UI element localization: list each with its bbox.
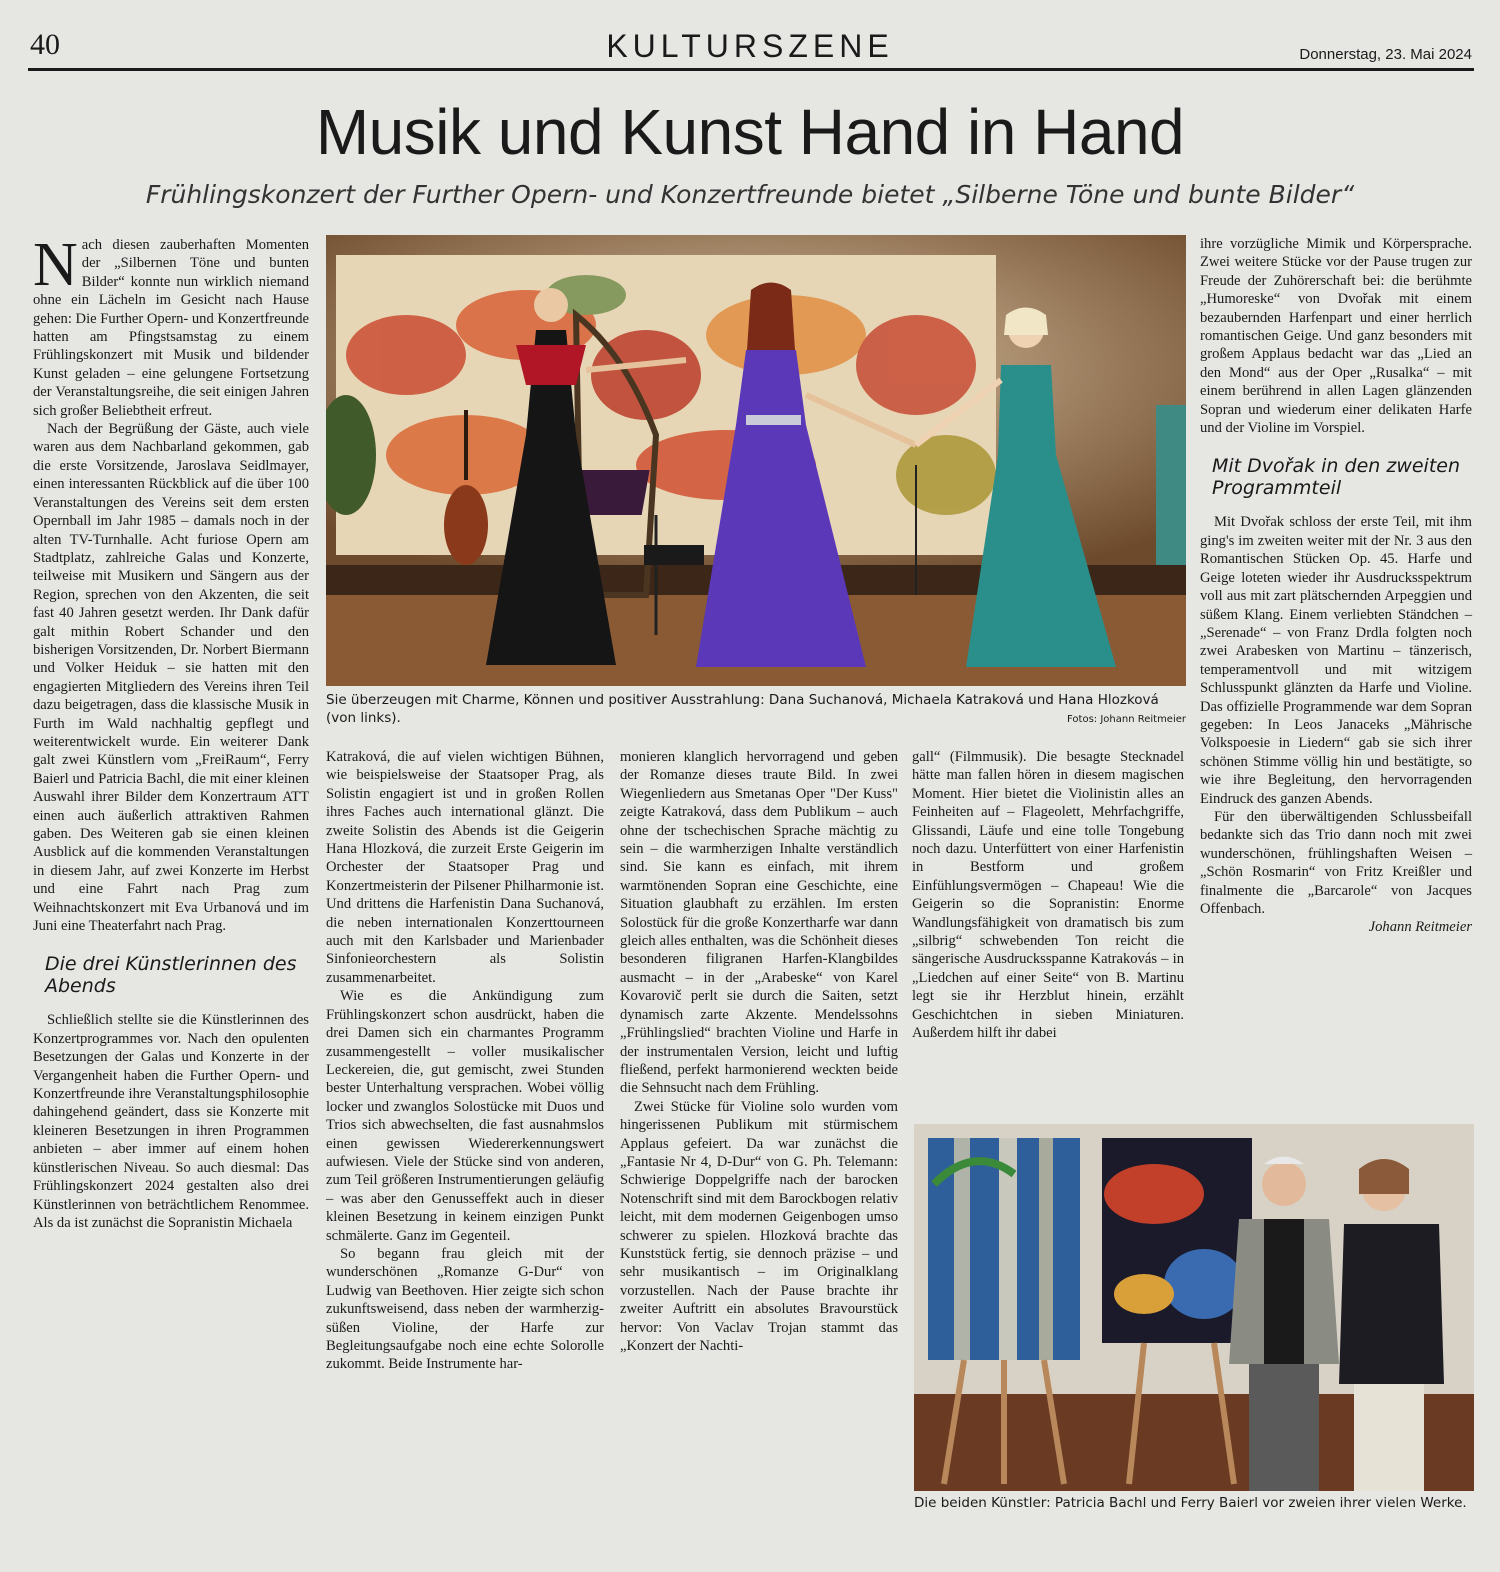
article-column-4: [912, 748, 1184, 1043]
artists-photo: [914, 1124, 1474, 1491]
drop-cap: N: [33, 231, 78, 299]
artists-photo-caption: Die beiden Künstler: Patricia Bachl und Ferry Baierl vor zweien ihrer vielen Werke.: [914, 1495, 1467, 1511]
paragraph: Katraková, die auf vielen wichtigen Bühnen, wie beispielsweise der Staatsoper Prag, als Solistin engagiert ist und in großen Rollen ihres Faches auch international glänzt. Die zweite Solistin des Abends ist die Geigerin Hana Hlozková, die zurzeit Erste Geigerin im Orchester der Staatsoper Prag und Konzertmeisterin der Pilsener Philharmonie ist. Und drittens die Harfenistin Dana Suchanová, die neben internationalen Konzerttourneen auch mit den Karlsbader und Marienbader Sinfonieorchestern als Solistin zusammenarbeitet.: [326, 749, 604, 986]
paragraph: monieren klanglich hervorragend und geben der Romanze dieses traute Bild. In zwei Wiegenliedern aus Smetanas Oper "Der Kuss" zeigte Katraková, dass dem Publikum – auch ohne der tschechischen Sprache mächtig zu sein – die warmherzigen Inhalte verständlich sind. Sie kann es einfach, mit ihrem warmtönenden Sopran eine Geschichte, eine Situation glaubhaft zu erzählen. Im ersten Solostück für die große Konzertharfe war dann gleich alles enthalten, was die Schönheit dieses besonderen filigranen Harfen-Klangbildes ausmacht – in der „Arabeske“ von Karel Kovarovič perlt sie durch die Saiten, setzt dynamisch zarte Akzente. Mendelssohns „Frühlingslied“ brachten Violine und Harfe in der instrumentalen Version, leicht und luftig fließend, perfekt harmonierend weckten beide die Sehnsucht nach dem Frühling.: [620, 749, 898, 1097]
concert-photo-image: [326, 235, 1186, 686]
article-column-1: [33, 231, 309, 1232]
paragraph: Wie es die Ankündigung zum Frühlingskonzert schon ausdrückt, haben die drei Damen sich ein charmantes Programm zusammengestellt – voller musikalischer Leckereien, die, gut gemischt, zwei Stunden bester Unterhaltung versprachen. Wobei völlig locker und zwanglos Solostücke mit Duos und Trios sich abwechselten, die fast ausnahmslos einen gewissen Wiedererkennungswert aufwiesen. Viele der Stücke sind von anderen, zum Teil größeren Instrumentierungen geläufig – was aber den Genusseffekt auch in dieser kleinen Besetzung in keinem einzigen Punkt schmälerte. Ganz im Gegenteil.: [326, 988, 604, 1244]
issue-date: Donnerstag, 23. Mai 2024: [1299, 46, 1472, 63]
concert-photo: [326, 235, 1186, 686]
headline: Musik und Kunst Hand in Hand: [315, 96, 1185, 168]
article-column-2: [326, 748, 604, 1374]
paragraph-text: ach diesen zauberhaften Momenten der „Silbernen Töne und bunten Bilder“ konnte nun wirklich niemand ohne ein Lächeln im Gesicht nach Hause gehen: Die Further Opern- und Konzertfreunde hatten am Pfingstsamstag zu einem Frühlingskonzert mit Musik und bildender Kunst geladen – eine gelungene Fortsetzung der Veranstaltungsreihe, die seit einigen Jahren sich großer Beliebtheit erfreut.: [33, 237, 309, 419]
article-column-3: [620, 748, 898, 1355]
subheading: Mit Dvořak in den zweiten Programmteil: [1212, 455, 1461, 500]
paragraph: [33, 231, 309, 420]
author-signature: Johann Reitmeier: [1368, 919, 1472, 936]
header-rule: [28, 68, 1474, 71]
paragraph: Mit Dvořak schloss der erste Teil, mit ihm ging's im zweiten weiter mit der Nr. 3 aus den Romantischen Stücken Op. 45. Harfe und Geige loteten wieder ihr Ausdrucksspektrum voll aus mit zart plätschernden Arpeggien und süßem Klang. Einem verliebten Ständchen – „Serenade“ – von Franz Drdla folgten noch zwei Arabesken von Martinu – tänzerisch, temperamentvoll und mit witzigem Schlusspunkt glänzten da Harfe und Violine. Das offizielle Programmende war dem Sopran gegeben: In Leos Janaceks „Mährische Volkspoesie in Liedern“ gab sie sich ihrer schönen Stimme völlig hin und bestätigte, so wie ihre Begleitung, den hervorragenden Eindruck des ganzen Abends.: [1200, 514, 1472, 807]
paragraph: Nach der Begrüßung der Gäste, auch viele waren aus dem Nachbarland gekommen, gab die erste Vorsitzende, Jaroslava Seidlmayer, einen interessanten Rückblick auf die über 100 Veranstaltungen des Vereins seit dem ersten Opernball im Jahr 1985 – damals noch in der alten TV-Turnhalle. Acht furiose Opern am Stadtplatz, zahlreiche Galas und Konzerte, teilweise mit Musikern und Sängern aus der Region, sprechen von den Akzenten, die seit fast 40 Jahren gesetzt werden. Ihr Dank dafür galt mithin Robert Schander und den bisherigen Vorsitzenden, Dr. Norbert Biermann und Volker Heiduk – sie hatten mit den engagierten Mitgliedern des Vereins ihren Teil dazu beigetragen, dass die klassische Musik in Furth im Wald nachhaltig gepflegt und weiterentwickelt wurde. Ein weiterer Dank galt zwei Künstlern vom „FreiRaum“, Ferry Baierl und Patricia Bachl, die mit einer kleinen Auswahl ihrer Bilder dem Konzertraum ATT einen auch äußerlich attraktiven Rahmen gaben. Des Weiteren gab sie einen kleinen Ausblick auf die kommenden Veranstaltungen in diesem Jahr, auf zwei Konzerte im Herbst und eine Fahrt nach Prag zum Weihnachtskonzert mit Eva Urbanová und im Juni eine Theaterfahrt nach Prag.: [33, 421, 309, 935]
paragraph: So begann frau gleich mit der wunderschönen „Romanze G-Dur“ von Ludwig van Beethoven. Hier zeigte sich schon zukunftsweisend, dass neben der warmherzig-süßen Violine, der Harfe zur Begleitungsaufgabe noch eine echte Solorolle zukommt. Beide Instrumente har-: [326, 1245, 604, 1373]
paragraph: Schließlich stellte sie die Künstlerinnen des Konzertprogrammes vor. Nach den opulenten Besetzungen der Galas und Konzerte in der Vergangenheit haben die Further Opern- und Konzertfreunde ihre Veranstaltungsphilosophie dahingehend geändert, dass sie Konzerte mit kleineren Besetzungen in ihren Programmen anbieten – aber immer auf einem hohen künstlerischen Niveau. So auch diesmal: Das Frühlingskonzert 2024 gestalten also drei Künstlerinnen von beträchtlichem Renommee. Als da ist zunächst die Sopranistin Michaela: [33, 1012, 309, 1231]
subheadline: Frühlingskonzert der Further Opern- und Konzertfreunde bietet „Silberne Töne und bunte Bilder“: [145, 180, 1355, 209]
paragraph: Für den überwältigenden Schlussbeifall bedankte sich das Trio dann noch mit zwei wunderschönen, frühlingshaften Weisen – „Schön Rosmarin“ von Fritz Kreißler und finalmente die „Barcarole“ von Jacques Offenbach.: [1200, 808, 1472, 917]
article-column-5: [1200, 235, 1472, 937]
photo-credit: Fotos: Johann Reitmeier: [1067, 714, 1186, 725]
concert-photo-caption: Sie überzeugen mit Charme, Können und positiver Ausstrahlung: Dana Suchanová, Michaela Katraková und Hana Hlozková (von links).: [326, 692, 1159, 726]
subheading: Die drei Künstlerinnen des Abends: [45, 953, 297, 998]
section-title: KULTURSZENE: [606, 28, 894, 64]
paragraph: gall“ (Filmmusik). Die besagte Stecknadel hätte man fallen hören in diesem magischen Moment. Hier bietet die Violinistin alles an Feinheiten auf – Flageolett, Mehrfachgriffe, Glissandi, Läufe und eine tolle Tongebung noch dazu. Unterfüttert von einer Harfenistin in Bestform und großem Einfühlungsvermögen – Chapeau! Wie die Geigerin so die Sopranistin: Enorme Wandlungsfähigkeit von dramatisch bis zum „silbrig“ schwebenden Ton reicht die sängerische Ausdrucksspanne Katrakovás – in „Liedchen auf einer Seite“ von B. Martinu legt sie ihr Herzblut hinein, erzählt Geschichtchen in sieben Miniaturen. Außerdem hilft ihr dabei: [912, 749, 1184, 1042]
page-number: 40: [30, 28, 60, 61]
artists-photo-image: [914, 1124, 1474, 1491]
paragraph: ihre vorzügliche Mimik und Körpersprache. Zwei weitere Stücke vor der Pause trugen zur Freude der Zuhörerschaft bei: die berühmte „Humoreske“ von Dvořak mit einem bezaubernden Harfenpart und einer herrlich romantischen Geige. Und ganz besonders mit großem Applaus bedacht war das „Lied an den Mond“ aus der Oper „Rusalka“ – mit einem berührend in allen Lagen glänzenden Sopran und wiederum einer delikaten Harfe und der Violine im Vorspiel.: [1200, 236, 1472, 437]
paragraph: Zwei Stücke für Violine solo wurden vom hingerissenen Publikum mit stürmischem Applaus gefeiert. Da war zunächst die „Fantasie Nr 4, D-Dur“ von G. Ph. Telemann: Schwierige Doppelgriffe nach der barocken Notenschrift sind mit dem Barockbogen relativ leicht, mit dem modernen Geigenbogen umso schwerer zu spielen. Hlozková brachte das Kunststück fertig, sie dennoch präzise – und sehr musikantisch – im Originalklang vorzustellen. Nach der Pause brachte ihr zweiter Auftritt ein absolutes Bravourstück hervor: Von Vaclav Trojan stammt das „Konzert der Nachti-: [620, 1098, 898, 1354]
